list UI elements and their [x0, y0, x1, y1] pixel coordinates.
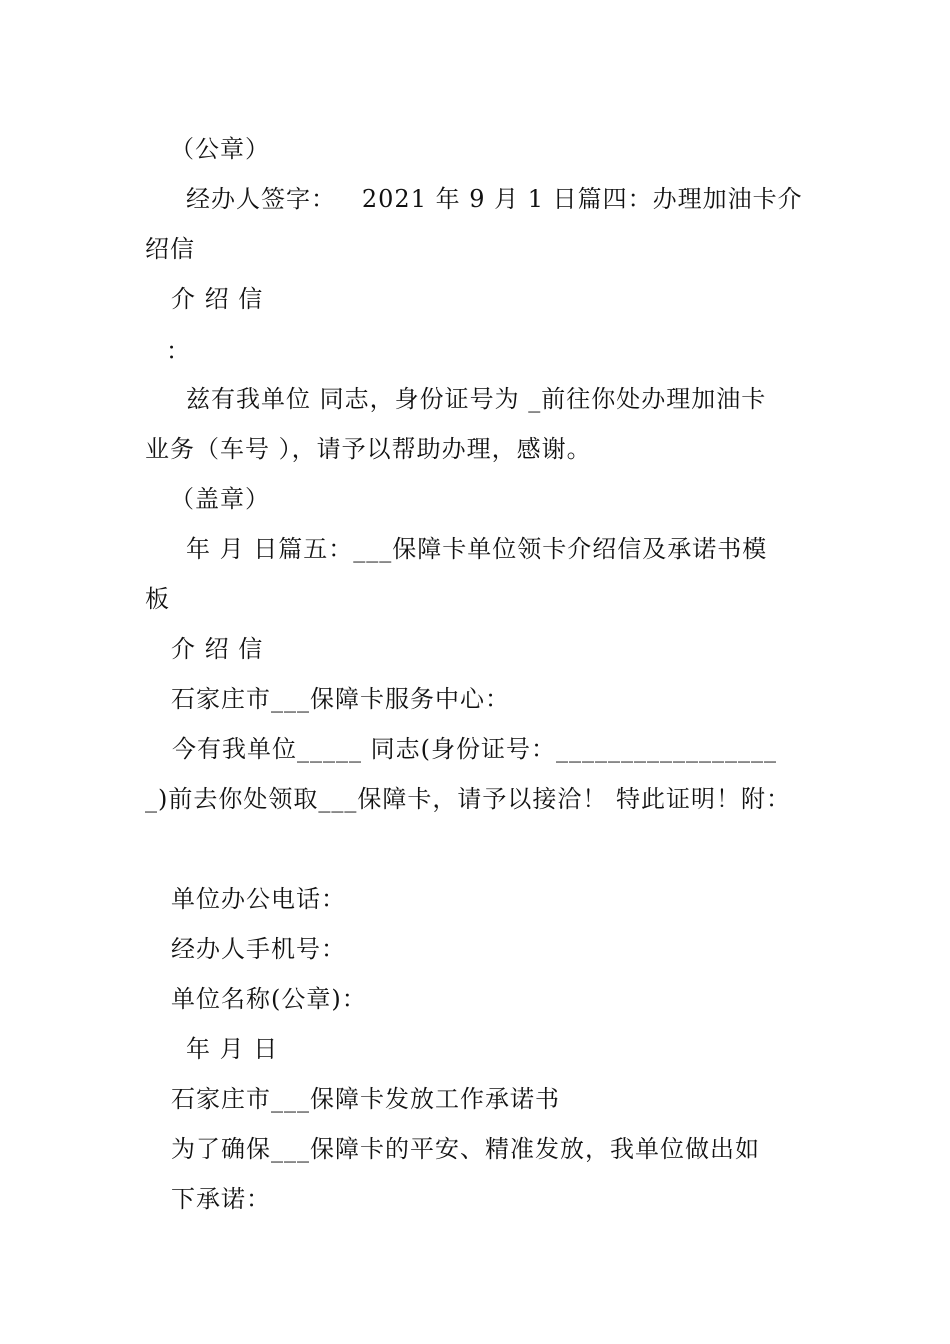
letter-heading: 介 绍 信 [171, 285, 264, 313]
body-paragraph-line: 兹有我单位 同志，身份证号为 _前往你处办理加油卡 [186, 385, 767, 413]
body-paragraph-line: 今有我单位_____ 同志(身份证号：_________________ [172, 735, 777, 763]
recipient-line: 石家庄市___保障卡服务中心： [171, 685, 510, 713]
body-paragraph-line: 为了确保___保障卡的平安、精准发放，我单位做出如 [171, 1135, 760, 1163]
text-line: 绍信 [145, 235, 195, 263]
body-paragraph-line: 业务（车号 ），请予以帮助办理，感谢。 [145, 435, 592, 463]
office-phone-label: 单位办公电话： [171, 885, 346, 913]
unit-name-label: 单位名称(公章)： [171, 985, 367, 1013]
letter-heading: 介 绍 信 [171, 635, 264, 663]
date-section-title-line: 年 月 日篇五：___保障卡单位领卡介绍信及承诺书模 [186, 535, 768, 563]
recipient-line: ： [166, 337, 191, 365]
body-paragraph-line: 下承诺： [171, 1185, 271, 1213]
handler-signature-date-line: 经办人签字： 2021 年 9 月 1 日篇四：办理加油卡介 [186, 185, 803, 213]
date-line: 年 月 日 [186, 1035, 279, 1063]
seal-note: （盖章） [170, 485, 270, 513]
body-paragraph-line: _)前去你处领取___保障卡，请予以接洽！ 特此证明！附： [145, 785, 791, 813]
handler-mobile-label: 经办人手机号： [171, 935, 346, 963]
section-title: 石家庄市___保障卡发放工作承诺书 [171, 1085, 560, 1113]
seal-note: （公章） [170, 135, 270, 163]
text-line: 板 [145, 585, 170, 613]
